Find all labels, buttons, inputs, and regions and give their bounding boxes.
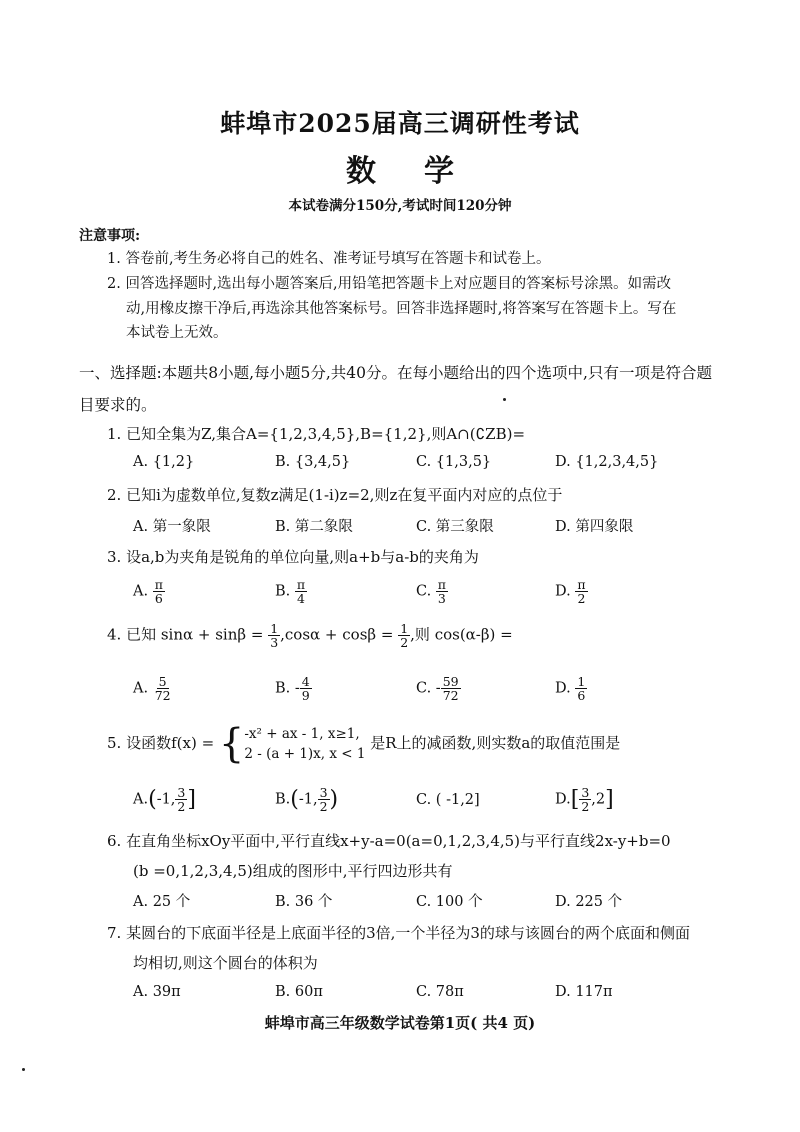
question-2-stem: 2. 已知i为虚数单位,复数z满足(1-i)z=2,则z在复平面内对应的点位于: [107, 486, 563, 504]
scan-speck: [22, 1068, 25, 1071]
question-2-option-b: B. 第二象限: [275, 519, 353, 535]
option-label: A.: [133, 791, 149, 808]
numerator: π: [296, 577, 306, 592]
question-1-option-d: D. {1,2,3,4,5}: [555, 454, 659, 470]
question-7-stem-cont: 均相切,则这个圆台的体积为: [133, 954, 318, 972]
notes-heading: 注意事项:: [79, 228, 141, 244]
question-6-option-d: D. 225 个: [555, 894, 623, 910]
numerator: π: [577, 577, 586, 592]
denominator: 6: [577, 688, 586, 703]
bracket: (: [290, 787, 299, 812]
question-6-option-a: A. 25 个: [133, 894, 191, 910]
fraction: [318, 786, 330, 813]
numerator: 3: [177, 785, 186, 800]
question-6-option-c: C. 100 个: [416, 894, 483, 910]
bracket: (: [148, 787, 157, 812]
option-label: B.: [275, 680, 291, 697]
interval-text: ( -1,2]: [435, 792, 480, 808]
left-brace: {: [218, 721, 245, 767]
question-7-option-a: A. 39π: [133, 984, 181, 1000]
interval-text: -1,: [156, 791, 176, 808]
fraction: [300, 675, 312, 702]
sign: -: [294, 680, 300, 697]
fraction: [153, 675, 173, 702]
denominator: 72: [442, 688, 459, 703]
bracket: ]: [187, 787, 196, 812]
stem-text: 是R上的减函数,则实数a的取值范围是: [370, 734, 621, 752]
denominator: 2: [319, 799, 328, 814]
question-1-option-b: B. {3,4,5}: [275, 454, 351, 470]
denominator: 6: [154, 591, 163, 606]
question-3-option-b: [275, 578, 307, 605]
question-6-option-b: B. 36 个: [275, 894, 333, 910]
question-4-option-c: [416, 675, 461, 702]
subject-title: 数学: [346, 154, 502, 189]
question-1-option-c: C. {1,3,5}: [416, 454, 492, 470]
note-item-2-cont: 动,用橡皮擦干净后,再选涂其他答案标号。回答非选择题时,将答案写在答题卡上。写在: [126, 301, 677, 317]
note-item-2-end: 本试卷上无效。: [126, 325, 228, 341]
denominator: 2: [581, 799, 590, 814]
denominator: 3: [270, 635, 279, 650]
note-item-1: 1. 答卷前,考生务必将自己的姓名、准考证号填写在答题卡和试卷上。: [107, 251, 551, 267]
option-label: B.: [275, 583, 291, 600]
fraction: [175, 786, 187, 813]
piece-2: 2 - (a + 1)x, x < 1: [244, 746, 366, 762]
bracket: [: [570, 787, 580, 812]
sign: -: [435, 680, 441, 697]
numerator: π: [154, 577, 163, 592]
denominator: 2: [400, 635, 409, 650]
question-4-option-b: [275, 675, 312, 702]
page-footer: 蚌埠市高三年级数学试卷第1页( 共4 页): [264, 1014, 536, 1032]
question-1-stem: 1. 已知全集为Z,集合A={1,2,3,4,5},B={1,2},则A∩(∁ZB)=: [107, 425, 526, 443]
question-4-option-a: [133, 675, 173, 702]
stem-text: ,cosα + cosβ =: [280, 625, 394, 644]
option-label: C.: [416, 792, 432, 808]
option-label: D.: [555, 791, 571, 808]
numerator: 5: [158, 674, 167, 689]
question-2-option-c: C. 第三象限: [416, 519, 494, 535]
question-5-option-d: [555, 786, 614, 813]
interval-text: -1,: [298, 791, 318, 808]
question-5-option-a: [133, 786, 196, 813]
numerator: 4: [301, 674, 310, 689]
question-7-stem: 7. 某圆台的下底面半径是上底面半径的3倍,一个半径为3的球与该圆台的两个底面和侧面: [107, 924, 690, 942]
question-2-option-a: A. 第一象限: [133, 519, 211, 535]
stem-text: 4. 已知 sinα + sinβ =: [107, 625, 264, 644]
option-label: D.: [555, 680, 571, 697]
scan-speck: [503, 398, 506, 401]
numerator: 1: [577, 674, 586, 689]
denominator: 2: [577, 591, 586, 606]
numerator: 59: [442, 674, 459, 689]
question-3-option-c: [416, 578, 448, 605]
numerator: 3: [581, 785, 590, 800]
fraction: [579, 786, 591, 813]
fraction: [295, 578, 307, 605]
piece-1: -x² + ax - 1, x≥1,: [244, 726, 360, 742]
question-3-option-d: [555, 578, 588, 605]
question-5-stem: [107, 721, 621, 767]
option-label: D.: [555, 583, 571, 600]
bracket: ): [329, 787, 339, 812]
fraction: [436, 578, 448, 605]
section-heading-cont: 目要求的。: [79, 396, 157, 414]
question-6-stem: 6. 在直角坐标xOy平面中,平行直线x+y-a=0(a=0,1,2,3,4,5)与平行直线2x-y+b=0: [107, 832, 671, 850]
fraction: [575, 675, 587, 702]
question-7-option-c: C. 78π: [416, 984, 464, 1000]
denominator: 4: [297, 591, 305, 606]
question-3-stem: 3. 设a,b为夹角是锐角的单位向量,则a+b与a-b的夹角为: [107, 548, 479, 566]
option-label: A.: [133, 583, 149, 600]
fraction: [268, 622, 280, 649]
denominator: 2: [177, 799, 186, 814]
stem-text: 5. 设函数f(x) =: [107, 734, 215, 752]
question-2-option-d: D. 第四象限: [555, 519, 634, 535]
question-3-option-a: [133, 578, 165, 605]
question-1-option-a: A. {1,2}: [133, 454, 195, 470]
question-5-option-b: [275, 786, 338, 813]
denominator: 9: [301, 688, 310, 703]
interval-text: ,2: [591, 791, 606, 808]
note-item-2: 2. 回答选择题时,选出每小题答案后,用铅笔把答题卡上对应题目的答案标号涂黑。如需改: [107, 276, 672, 292]
question-6-stem-cont: (b =0,1,2,3,4,5)组成的图形中,平行四边形共有: [133, 862, 453, 880]
option-label: C.: [416, 583, 432, 600]
numerator: 3: [319, 785, 328, 800]
question-7-option-b: B. 60π: [275, 984, 323, 1000]
fraction: [398, 622, 410, 649]
fraction: [575, 578, 587, 605]
exam-title: 蚌埠市2025届高三调研性考试: [220, 109, 580, 138]
question-7-option-d: D. 117π: [555, 984, 613, 1000]
question-5-option-c: [416, 792, 480, 808]
denominator: 3: [437, 591, 446, 606]
option-label: C.: [416, 680, 432, 697]
piecewise: [244, 724, 365, 764]
question-4-stem: [107, 622, 513, 649]
option-label: A.: [133, 680, 149, 697]
option-label: B.: [275, 791, 291, 808]
numerator: π: [437, 577, 447, 592]
fraction: [441, 675, 461, 702]
exam-info: 本试卷满分150分,考试时间120分钟: [288, 198, 512, 214]
stem-text: ,则 cos(α-β) =: [410, 625, 513, 644]
section-heading: 一、选择题:本题共8小题,每小题5分,共40分。在每小题给出的四个选项中,只有一项是符合题: [79, 364, 712, 382]
numerator: 1: [270, 621, 279, 636]
numerator: 1: [400, 621, 409, 636]
denominator: 72: [154, 688, 171, 703]
question-4-option-d: [555, 675, 587, 702]
bracket: ]: [605, 787, 614, 812]
fraction: [153, 578, 165, 605]
